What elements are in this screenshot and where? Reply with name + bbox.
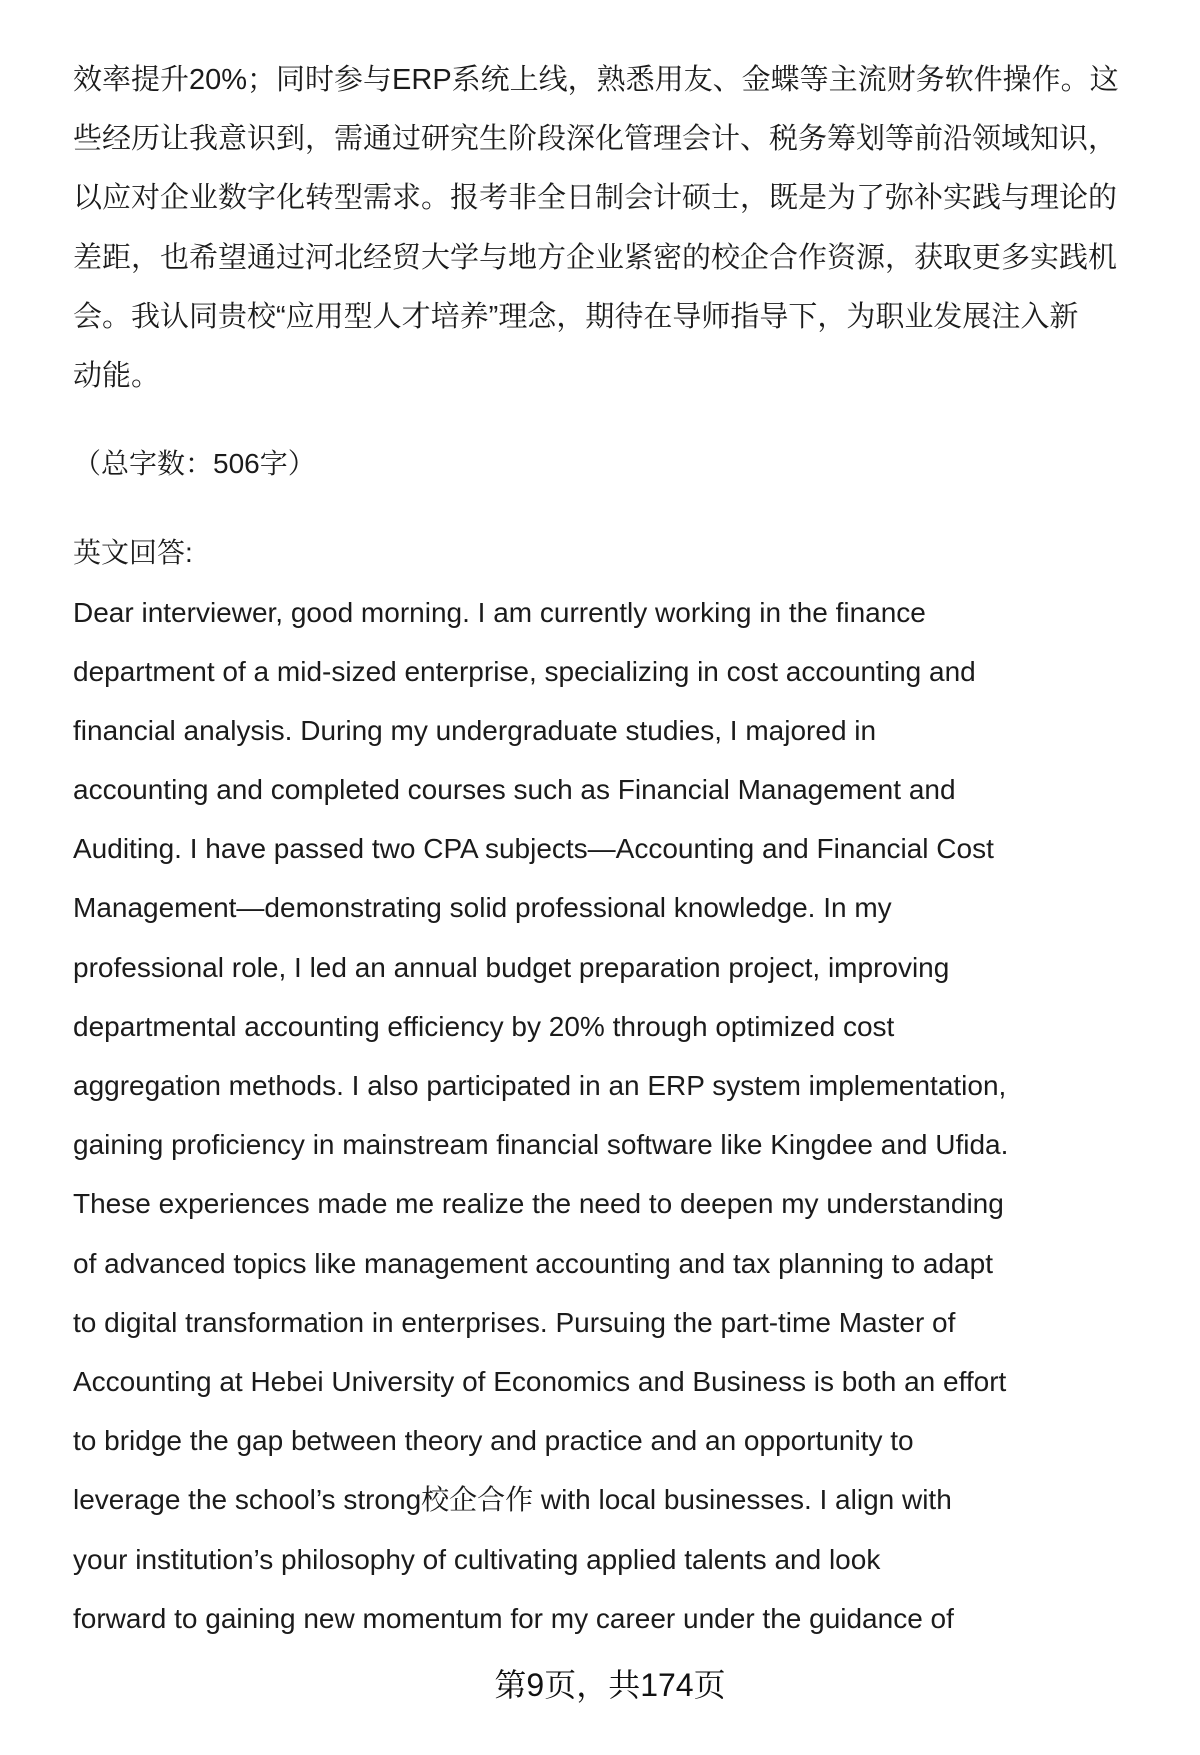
paragraph-line: 以应对企业数字化转型需求。报考非全日制会计硕士，既是为了弥补实践与理论的 (73, 182, 1118, 215)
paragraph-line: Accounting at Hebei University of Economics and Business is both an effort (73, 1365, 1007, 1397)
paragraph-line: Dear interviewer, good morning. I am currently working in the finance (73, 596, 926, 628)
paragraph-line: leverage the school’s strong校企合作 with local businesses. I align with (73, 1484, 952, 1516)
paragraph-line: These experiences made me realize the need to deepen my understanding (73, 1188, 1004, 1220)
paragraph-line: departmental accounting efficiency by 20% through optimized cost (73, 1010, 895, 1042)
word-count-note: （总字数：506字） (73, 448, 316, 480)
paragraph-line: 些经历让我意识到，需通过研究生阶段深化管理会计、税务筹划等前沿领域知识， (73, 123, 1118, 156)
paragraph-line: 会。我认同贵校“应用型人才培养”理念，期待在导师指导下，为职业发展注入新 (73, 300, 1079, 333)
chinese-answer-paragraph (73, 51, 1173, 406)
paragraph-line: aggregation methods. I also participated in an ERP system implementation, (73, 1070, 1007, 1101)
english-answer-paragraph (73, 583, 1173, 1648)
english-answer-heading: 英文回答: (73, 537, 193, 569)
paragraph-line: 差距，也希望通过河北经贸大学与地方企业紧密的校企合作资源，获取更多实践机 (73, 241, 1118, 274)
paragraph-line: of advanced topics like management accounting and tax planning to adapt (73, 1247, 993, 1279)
paragraph-line: forward to gaining new momentum for my career under the guidance of (73, 1602, 954, 1634)
document-body (73, 51, 1173, 1648)
paragraph-line: Management—demonstrating solid professional knowledge. In my (73, 892, 892, 924)
paragraph-line: professional role, I led an annual budget preparation project, improving (73, 951, 950, 983)
paragraph-line: 效率提升20%；同时参与ERP系统上线，熟悉用友、金蝶等主流财务软件操作。这 (73, 64, 1119, 96)
paragraph-line: gaining proficiency in mainstream financial software like Kingdee and Ufida. (73, 1129, 1009, 1161)
paragraph-line: financial analysis. During my undergraduate studies, I majored in (73, 714, 877, 746)
paragraph-line: to bridge the gap between theory and practice and an opportunity to (73, 1425, 914, 1457)
paragraph-line: accounting and completed courses such as Financial Management and (73, 774, 956, 806)
paragraph-line: Auditing. I have passed two CPA subjects—Accounting and Financial Cost (73, 833, 994, 865)
paragraph-line: department of a mid-sized enterprise, specializing in cost accounting and (73, 655, 976, 687)
paragraph-line: your institution’s philosophy of cultivating applied talents and look (73, 1543, 881, 1575)
paragraph-line: 动能。 (73, 359, 161, 392)
page-number-footer: 第9页，共174页 (494, 1667, 726, 1703)
paragraph-line: to digital transformation in enterprises. Pursuing the part-time Master of (73, 1306, 956, 1338)
